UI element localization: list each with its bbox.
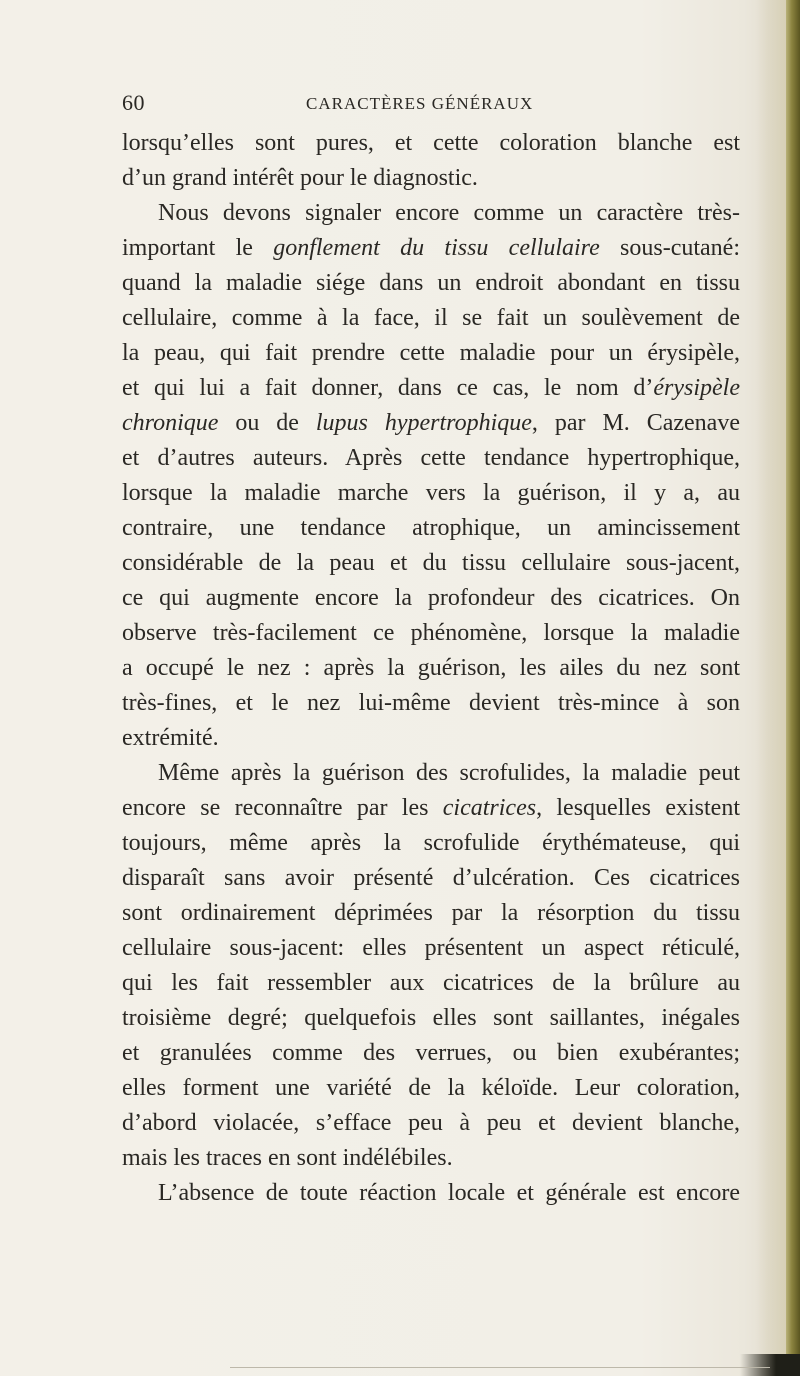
text-line: ce qui augmente encore la profondeur des cicatrices. On [122,585,740,611]
running-title: CARACTÈRES GÉNÉRAUX [306,94,534,113]
text-line: qui les fait ressembler aux cicatrices de la brûlure au [122,970,740,996]
text-line: contraire, une tendance atrophique, un amincissement [122,515,740,541]
text-line: et d’autres auteurs. Après cette tendance hypertrophique, [122,445,740,471]
text-line: L’absence de toute réaction locale et générale est encore [158,1180,740,1206]
text-line: troisième degré; quelquefois elles sont saillantes, inégales [122,1005,740,1031]
italic-term: gonflement du tissu cellulaire [273,235,600,261]
text-line: et qui lui a fait donner, dans ce cas, le nom d’érysipèle [122,375,740,401]
page-edge [786,0,800,1376]
text-line: la peau, qui fait prendre cette maladie pour un érysipèle, [122,340,740,366]
text-line: extrémité. [122,725,219,751]
text-line: cellulaire sous-jacent: elles présentent un aspect réticulé, [122,935,740,961]
page-gutter-shadow [756,0,786,1376]
text-line: toujours, même après la scrofulide érythémateuse, qui [122,830,740,856]
page-header [122,90,738,118]
text-line: très-fines, et le nez lui-même devient très-mince à son [122,690,740,716]
text-line: Même après la guérison des scrofulides, la maladie peut [158,760,740,786]
italic-term: chronique [122,410,219,436]
page-number: 60 [122,90,145,115]
text-line: observe très-facilement ce phénomène, lorsque la maladie [122,620,740,646]
text-line: encore se reconnaître par les cicatrices, lesquelles existent [122,795,740,821]
text-line: lorsque la maladie marche vers la guérison, il y a, au [122,480,740,506]
text-line: Nous devons signaler encore comme un caractère très- [158,200,740,226]
text-line: quand la maladie siége dans un endroit abondant en tissu [122,270,740,296]
text-line: considérable de la peau et du tissu cellulaire sous-jacent, [122,550,740,576]
text-line: sont ordinairement déprimées par la résorption du tissu [122,900,740,926]
body-text [122,126,740,1211]
text-line: lorsqu’elles sont pures, et cette coloration blanche est [122,130,740,156]
text-line: et granulées comme des verrues, ou bien exubérantes; [122,1040,740,1066]
text-line: d’abord violacée, s’efface peu à peu et devient blanche, [122,1110,740,1136]
page-bottom-rule [230,1367,770,1368]
text-line: a occupé le nez : après la guérison, les ailes du nez sont [122,655,740,681]
text-line: chronique ou de lupus hypertrophique, par M. Cazenave [122,410,740,436]
italic-term: érysipèle [653,375,740,401]
text-line: d’un grand intérêt pour le diagnostic. [122,165,478,191]
italic-term: cicatrices [442,795,537,821]
text-line: mais les traces en sont indélébiles. [122,1145,453,1171]
scan-corner-shadow [740,1354,800,1376]
text-line: cellulaire, comme à la face, il se fait un soulèvement de [122,305,740,331]
text-line: disparaît sans avoir présenté d’ulcération. Ces cicatrices [122,865,740,891]
italic-term: lupus hypertrophique [315,410,532,436]
text-line: important le gonflement du tissu cellulaire sous-cutané: [122,235,741,261]
text-line: elles forment une variété de la kéloïde. Leur coloration, [122,1075,740,1101]
